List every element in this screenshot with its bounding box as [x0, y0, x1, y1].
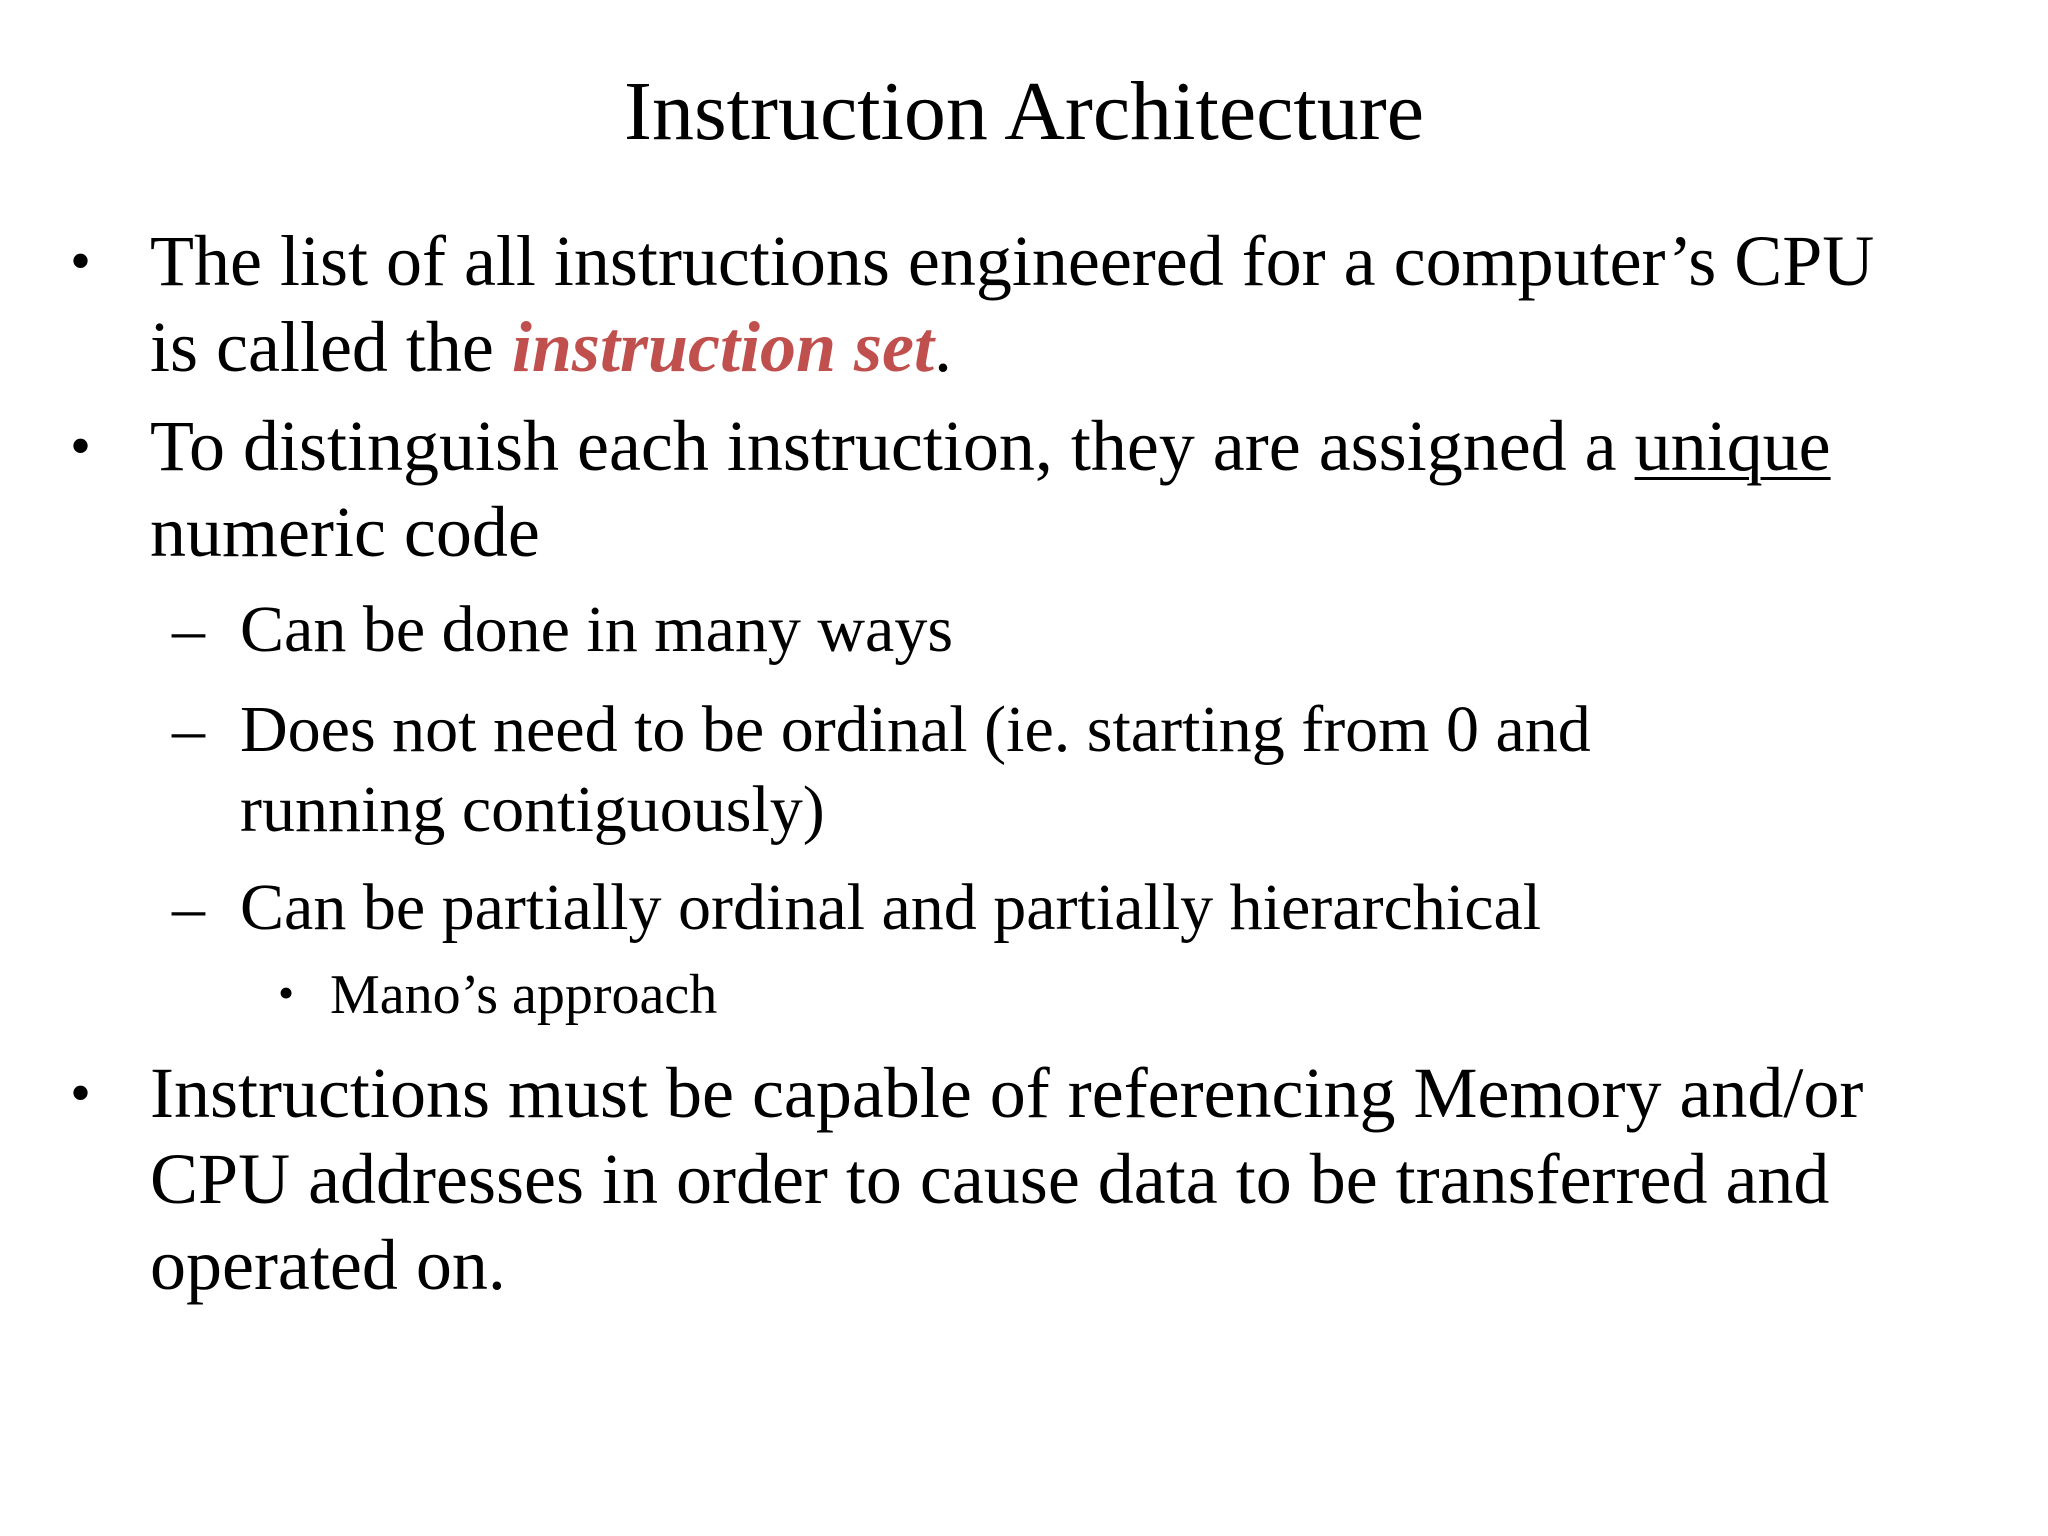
slide-title: Instruction Architecture — [623, 65, 1425, 158]
bullet-line: is called the instruction set. — [150, 307, 952, 387]
bullet-line: To distinguish each instruction, they are assigned a unique — [150, 406, 1831, 486]
unique-term: unique — [1634, 406, 1831, 486]
bullet-marker: • — [70, 1060, 92, 1126]
bullet-marker: • — [70, 413, 92, 479]
bullet-marker: • — [70, 228, 92, 294]
bullet-line: CPU addresses in order to cause data to be transferred and — [150, 1139, 1830, 1219]
subbullet-line: Does not need to be ordinal (ie. starting from 0 and — [240, 693, 1591, 766]
bullet-line: Instructions must be capable of referencing Memory and/or — [150, 1053, 1864, 1133]
subbullet-marker: – — [172, 693, 205, 766]
subsubbullet-marker: • — [278, 967, 295, 1018]
bullet-line: The list of all instructions engineered for a computer’s CPU — [150, 221, 1875, 301]
subbullet-marker: – — [172, 593, 205, 666]
bullet-instruction-set — [70, 218, 1875, 390]
bullet-referencing-memory — [70, 1050, 1864, 1308]
subbullet-not-ordinal — [172, 690, 1591, 850]
subbullet-many-ways: – Can be done in many ways — [240, 590, 953, 670]
bullet-unique-code — [70, 403, 1831, 575]
instruction-set-term: instruction set — [511, 307, 934, 387]
subsubbullet-mano: • Mano’s approach — [330, 962, 717, 1028]
subbullet-line: running contiguously) — [240, 773, 825, 846]
bullet-line: numeric code — [150, 492, 540, 572]
subbullet-partially-ordinal: – Can be partially ordinal and partially hierarchical — [240, 868, 1541, 948]
bullet-line: operated on. — [150, 1225, 506, 1305]
subbullet-marker: – — [172, 871, 205, 944]
